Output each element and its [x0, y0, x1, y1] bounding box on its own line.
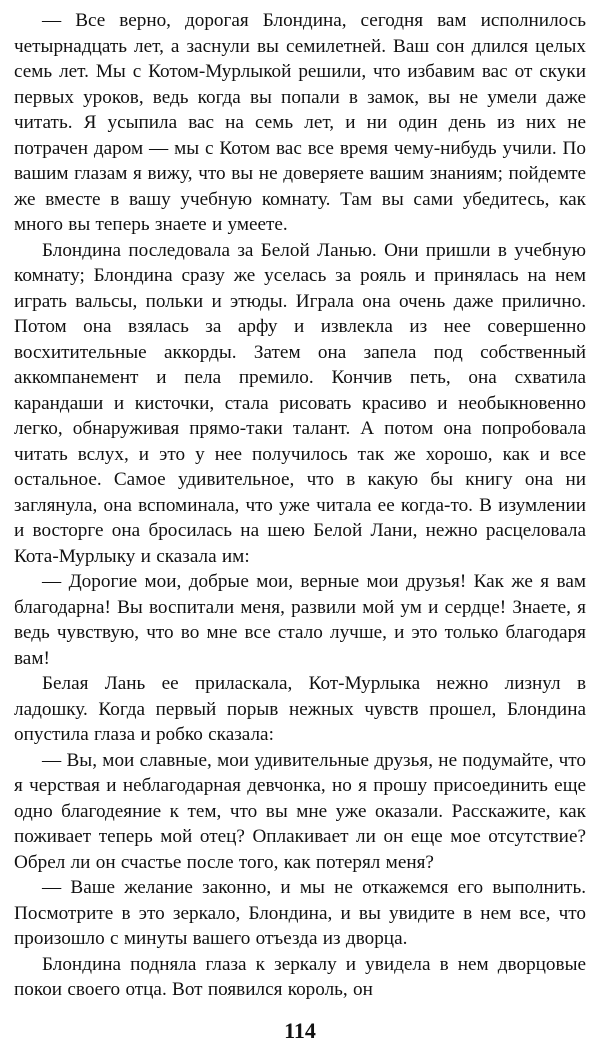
paragraph-4: Белая Лань ее приласкала, Кот-Мурлыка нежно лизнул в ладошку. Когда первый порыв нежных чувств прошел, Блондина опустила глаза и робко сказала: [14, 673, 586, 745]
page-text [14, 8, 586, 1003]
paragraph-1: — Все верно, дорогая Блондина, сегодня вам исполнилось четырнадцать лет, а заснули вы семилетней. Ваш сон длился целых семь лет. Мы с Котом-Мурлыкой решили, что избавим вас от скуки первых уроков, ведь когда вы попали в замок, вы не умели даже читать. Я усыпила вас на семь лет, и ни один день из них не потрачен даром — мы с Котом вас все время чему-нибудь учили. По вашим глазам я вижу, что вы не доверяете вашим знаниям; пойдемте же вместе в вашу учебную комнату. Там вы сами убедитесь, как много вы теперь знаете и умеете. [14, 10, 586, 235]
paragraph-2: Блондина последовала за Белой Ланью. Они пришли в учебную комнату; Блондина сразу же уселась за рояль и принялась на нем играть вальсы, польки и этюды. Играла она очень даже прилично. Потом она взялась за арфу и извлекла из нее совершенно восхитительные аккорды. Затем она запела под собственный аккомпанемент и пела премило. Кончив петь, она схватила карандаши и кисточки, стала рисовать красиво и необыкновенно легко, обнаруживая прямо-таки талант. А потом она попробовала читать вслух, и это у нее получилось так же хорошо, как и все остальное. Самое удивительное, что в какую бы книгу она ни заглянула, она вспоминала, что уже читала ее когда-то. В изумлении и восторге она бросилась на шею Белой Лани, нежно расцеловала Кота-Мурлыку и сказала им: [14, 239, 586, 567]
paragraph-6: — Ваше желание законно, и мы не откажемся его выполнить. Посмотрите в это зеркало, Блондина, и вы увидите в нем все, что произошло с минуты вашего отъезда из дворца. [14, 877, 586, 949]
paragraph-7: Блондина подняла глаза к зеркалу и увидела в нем дворцовые покои своего отца. Вот появился король, он [14, 953, 586, 1000]
paragraph-5: — Вы, мои славные, мои удивительные друзья, не подумайте, что я черствая и неблагодарная девчонка, но я прошу присоединить еще одно благодеяние к тем, что вы мне уже оказали. Расскажите, как поживает теперь мой отец? Оплакивает ли он еще мое отсутствие? Обрел ли он счастье после того, как потерял меня? [14, 749, 586, 873]
page-number: 114 [284, 1018, 316, 1043]
paragraph-3: — Дорогие мои, добрые мои, верные мои друзья! Как же я вам благодарна! Вы воспитали меня, развили мой ум и сердце! Знаете, я ведь чувствую, что во мне все стало лучше, и это только благодаря вам! [14, 571, 586, 669]
